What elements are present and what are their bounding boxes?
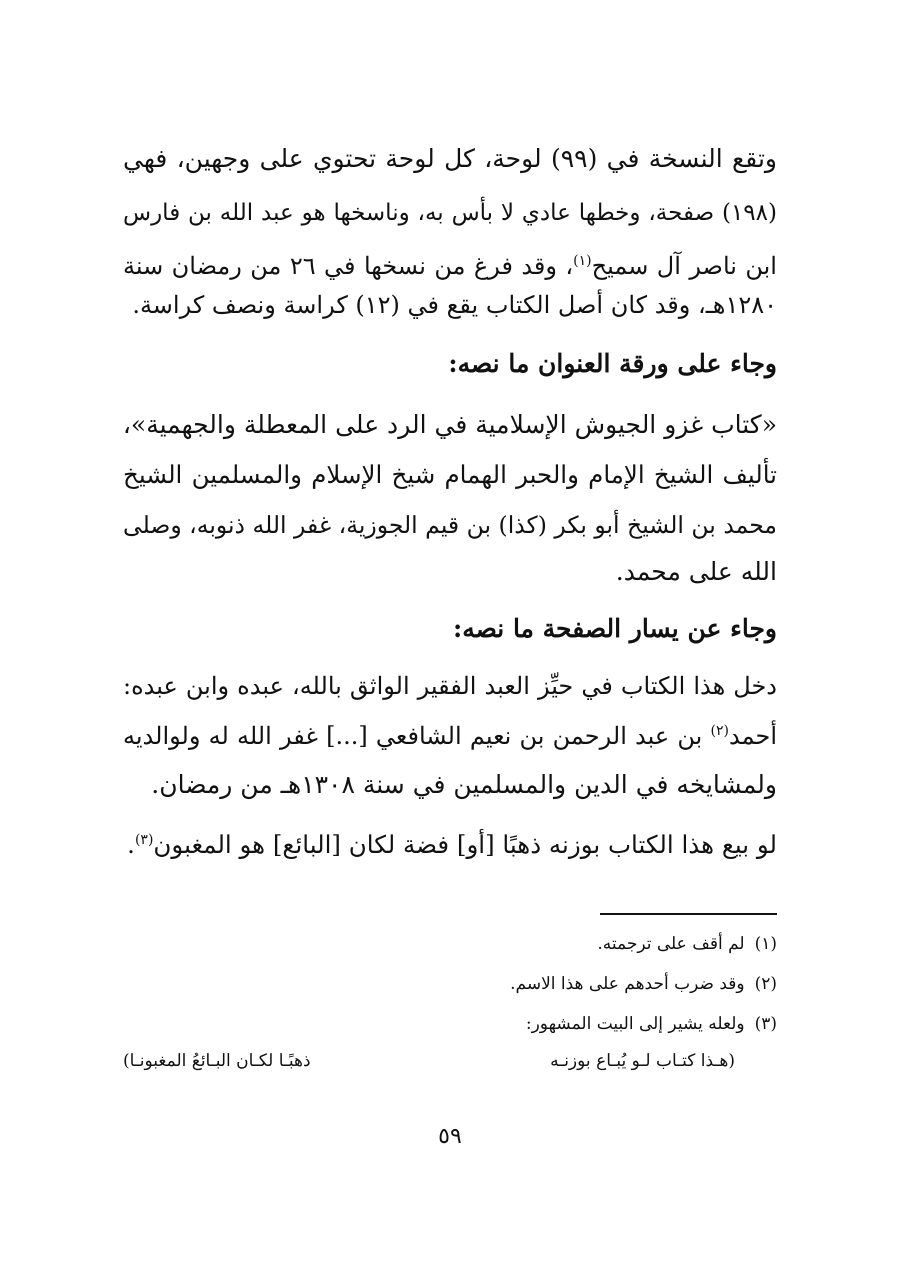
text-run: .: [127, 830, 135, 859]
footnote-number: (٣): [754, 1014, 777, 1034]
text-run: ، وقد فرغ من نسخها في ٢٦ من رمضان سنة: [123, 252, 574, 280]
paragraph-line: وتقع النسخة في (٩٩) لوحة، كل لوحة تحتوي على وجهين، فهي: [123, 144, 777, 173]
paragraph-line: [123, 716, 777, 756]
paragraph-line: «كتاب غزو الجيوش الإسلامية في الرد على المعطلة والجهمية»،: [122, 410, 777, 439]
paragraph-line: ولمشايخه في الدين والمسلمين في سنة ١٣٠٨هـ من رمضان.: [151, 770, 777, 799]
footnote-number: (٢): [754, 974, 777, 994]
paragraph-line: [123, 246, 777, 286]
paragraph-line: (١٩٨) صفحة، وخطها عادي لا بأس به، وناسخها هو عبد الله بن فارس: [123, 200, 777, 226]
footnote: [510, 969, 777, 999]
footnote-text: لم أقف على ترجمته.: [597, 934, 745, 954]
section-heading: وجاء على ورقة العنوان ما نصه:: [448, 349, 777, 378]
paragraph-line: دخل هذا الكتاب في حيِّز العبد الفقير الواثق بالله، عبده وابن عبده:: [123, 672, 777, 700]
text-run: لو بيع هذا الكتاب بوزنه ذهبًا [أو] فضة لكان [البائع] هو المغبون: [153, 830, 777, 859]
paragraph-line: [127, 825, 777, 865]
footnote-text: وقد ضرب أحدهم على هذا الاسم.: [510, 974, 745, 994]
footnote: [526, 1009, 777, 1039]
footnote-ref: (٢): [710, 723, 730, 739]
text-run: أحمد: [729, 722, 777, 750]
text-run: بن عبد الرحمن بن نعيم الشافعي [...] غفر الله له ولوالديه: [123, 722, 711, 750]
section-heading: وجاء عن يسار الصفحة ما نصه:: [452, 614, 777, 643]
verse-second-half: ذهبًـا لكـان البـائعُ المغبونـا): [123, 1051, 311, 1071]
footnote-number: (١): [754, 934, 777, 954]
footnote-text: ولعله يشير إلى البيت المشهور:: [525, 1014, 745, 1034]
page-number: ٥٩: [438, 1124, 462, 1149]
paragraph-line: ١٢٨٠هـ، وقد كان أصل الكتاب يقع في (١٢) كراسة ونصف كراسة.: [132, 291, 777, 319]
paragraph-line: تأليف الشيخ الإمام والحبر الهمام شيخ الإسلام والمسلمين الشيخ: [123, 460, 777, 489]
footnote: [597, 929, 777, 959]
verse-first-half: (هـذا كتـاب لـو يُبـاع بوزنـه: [550, 1051, 735, 1071]
footnote-separator: [600, 913, 777, 915]
footnote-ref: (٣): [134, 831, 154, 848]
text-run: ابن ناصر آل سميح: [591, 252, 777, 280]
paragraph-line: الله على محمد.: [615, 557, 777, 586]
paragraph-line: محمد بن الشيخ أبو بكر (كذا) بن قيم الجوزية، غفر الله ذنوبه، وصلى: [123, 511, 777, 539]
footnote-ref: (١): [573, 253, 592, 269]
